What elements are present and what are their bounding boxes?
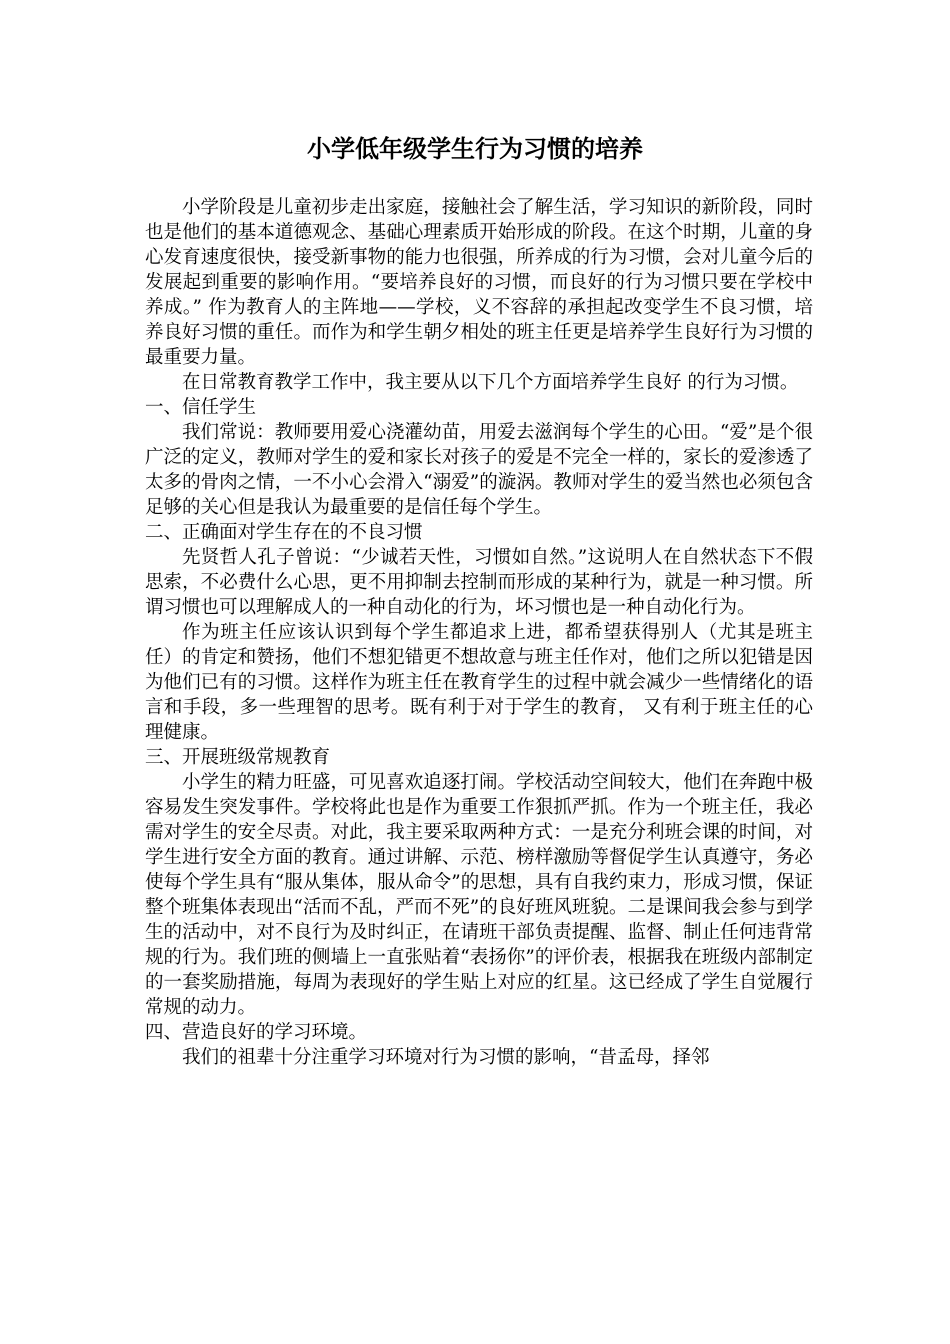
section-heading-2: 二、正确面对学生存在的不良习惯	[145, 522, 423, 543]
document-body	[145, 195, 813, 1070]
paragraph-environment: 我们的祖辈十分注重学习环境对行为习惯的影响，“昔孟母，择邻	[182, 1047, 710, 1068]
page-title: 小学低年级学生行为习惯的培养	[307, 134, 643, 163]
paragraph-routine: 小学生的精力旺盛，可见喜欢追逐打闹。学校活动空间较大，他们在奔跑中极容易发生突发事件。学校将此也是作为重要工作狠抓严抓。作为一个班主任，我必需对学生的安全尽责。对此，我主要采取两种方式：一是充分利班会课的时间，对学生进行安全方面的教育。通过讲解、示范、榜样激励等督促学生认真遵守，务必使每个学生具有“服从集体，服从命令”的思想，具有自我约束力，形成习惯，保证整个班集体表现出“活而不乱，严而不死”的良好班风班貌。二是课间我会参与到学生的活动中，对不良行为及时纠正，在请班干部负责提醒、监督、制止任何违背常规的行为。我们班的侧墙上一直张贴着“表扬你”的评价表，根据我在班级内部制定的一套奖励措施，每周为表现好的学生贴上对应的红星。这已经成了学生自觉履行常规的动力。	[145, 772, 813, 1018]
section-heading-1: 一、信任学生	[145, 397, 257, 418]
paragraph-trust: 我们常说：教师要用爱心浇灌幼苗，用爱去滋润每个学生的心田。“爱”是个很广泛的定义，教师对学生的爱和家长对孩子的爱是不完全一样的，家长的爱渗透了太多的骨肉之情，一不小心会滑入“溺爱”的漩涡。教师对学生的爱当然也必须包含足够的关心但是我认为最重要的是信任每个学生。	[145, 422, 813, 518]
section-heading-3: 三、开展班级常规教育	[145, 747, 331, 768]
paragraph-habits-1: 先贤哲人孔子曾说：“少诚若天性，习惯如自然。”这说明人在自然状态下不假思索，不必费什么心思，更不用抑制去控制而形成的某种行为，就是一种习惯。所谓习惯也可以理解成人的一种自动化的行为，坏习惯也是一种自动化行为。	[145, 547, 813, 618]
paragraph-intro: 小学阶段是儿童初步走出家庭，接触社会了解生活，学习知识的新阶段，同时也是他们的基本道德观念、基础心理素质开始形成的阶段。在这个时期，儿童的身心发育速度很快，接受新事物的能力也很强，所养成的行为习惯，会对儿童今后的发展起到重要的影响作用。“要培养良好的习惯，而良好的行为习惯只要在学校中养成。” 作为教育人的主阵地——学校，义不容辞的承担起改变学生不良习惯，培养良好习惯的重任。而作为和学生朝夕相处的班主任更是培养学生良好行为习惯的最重要力量。	[145, 197, 813, 368]
section-heading-4: 四、营造良好的学习环境。	[145, 1022, 368, 1043]
paragraph-overview: 在日常教育教学工作中，我主要从以下几个方面培养学生良好 的行为习惯。	[182, 372, 799, 393]
paragraph-habits-2: 作为班主任应该认识到每个学生都追求上进，都希望获得别人（尤其是班主任）的肯定和赞扬，他们不想犯错更不想故意与班主任作对，他们之所以犯错是因为他们已有的习惯。这样作为班主任在教育学生的过程中就会减少一些情绪化的语言和手段，多一些理智的思考。既有利于对于学生的教育， 又有利于班主任的心理健康。	[145, 622, 813, 743]
